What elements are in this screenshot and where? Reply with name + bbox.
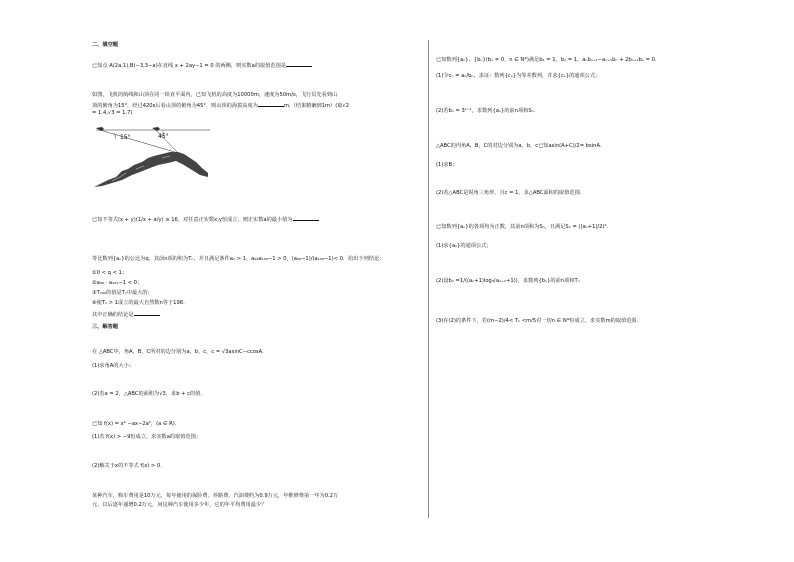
question-2-line-2 xyxy=(92,101,349,109)
question-10-text: 已知数列{aₙ}的各项均为正数，其前n项和为Sₙ，且满足Sₙ = ( xyxy=(436,224,581,230)
question-8: 已知数列{aₙ}，{bₙ}(bₙ ≠ 0，n ∈ N*)满足b₁ = 1，b₁ = 1，aₙbₙ₊₁−aₙ₊₁bₙ + 2bₙ₊₁bₙ = 0. xyxy=(436,57,657,63)
question-10-part-2 xyxy=(436,278,580,284)
question-2-line-3: = 1.4,√3 = 1.7) xyxy=(92,110,133,116)
angle-arc-15 xyxy=(114,133,116,139)
question-9 xyxy=(436,143,602,149)
question-10-part-3 xyxy=(436,318,638,324)
question-9-part-1: (1)求B； xyxy=(436,162,458,168)
question-4-text-tail: < 0．给出下列结论： xyxy=(333,256,385,262)
question-2-line-1: 如图，飞机的航线和山顶在同一铅直平面内，已知飞机的高度为10000m，速度为50m/s，飞行员先看到山 xyxy=(92,92,338,98)
question-8-part-1: (1)令cₙ = aₙ/bₙ，求证：数列{cₙ}为等差数列，并求{cₙ}的通项公式； xyxy=(436,73,601,79)
question-4-item-2: ②a₉₉ · a₁₀₁−1 < 0； xyxy=(92,280,143,286)
question-8-part-2: (2)若bₙ = 3ⁿ⁻¹，求数列{aₙ}的前n项和Sₙ． xyxy=(436,108,539,114)
fraction-1-x-a-y: 1/x + a/y xyxy=(137,217,162,223)
question-4-line-1 xyxy=(92,256,384,262)
section-title-fill-blank: 二、填空题 xyxy=(92,42,118,48)
question-3 xyxy=(92,215,319,223)
question-9-part-2: (2)若△ABC是锐角三角形，且c = 1，求△ABC面积的取值范围. xyxy=(436,190,582,196)
answer-blank xyxy=(258,101,284,107)
question-10-part-3-text-c: 对一切n ∈ N*恒成立，求实数m的取值范围. xyxy=(536,318,639,324)
question-10-text-tail: )². xyxy=(602,224,609,230)
question-4-conclusion xyxy=(92,310,160,318)
question-7-line-1: 某种汽车，购车费用是10万元，每年使用的保险费、养路费、汽油费约为0.9万元，年维修费第一年为0.2万 xyxy=(92,493,339,499)
question-3-text-b: ) ≥ 16，对任意正实数x,y恒成立，则正实数a的最小值为 xyxy=(161,217,293,223)
question-10-part-2-text-a: (2)设bₙ = xyxy=(436,278,460,284)
question-2-line-2-text: 顶的俯角为15°，经过420s后看山顶的俯角为45°，则山顶的海拔高度为 xyxy=(92,103,258,109)
question-10 xyxy=(436,224,608,230)
question-1 xyxy=(92,61,312,69)
question-7-line-2: 元，以后逐年递增0.2万元，问这种汽车使用多少年，它的年平均费用最少？ xyxy=(92,502,267,508)
question-3-text-a: 已知不等式(x + y)( xyxy=(92,217,138,223)
question-6-part-2: (2)解关于x的不等式 f(x) > 0． xyxy=(92,463,166,469)
question-5-part-1: (1)求角A的大小； xyxy=(92,363,135,369)
fraction-bn-definition: 1/((aₙ+1)log₃(aₙ₊₁+1)) xyxy=(459,278,518,284)
question-9-text: △ABC的内角A，B，C的对边分别为a，b，c已知asin xyxy=(436,143,560,149)
question-6-part-1: (1)若 f(x) > −9恒成立，求实数a的取值范围； xyxy=(92,434,202,440)
fraction-m-minus-2-over-4: (m−2)/4 xyxy=(487,318,509,324)
question-4-item-1: ①0 < q < 1； xyxy=(92,270,128,276)
question-10-part-2-text-b: ，求数列{bₙ}的前n项和Tₙ xyxy=(517,278,580,284)
fraction-a99-a100: (a₉₉−1)/(a₁₀₀−1) xyxy=(291,256,334,262)
answer-blank xyxy=(134,310,160,316)
question-10-part-3-text-a: (3)在(2)的条件下，若 xyxy=(436,318,488,324)
answer-blank xyxy=(286,61,312,67)
angle-label-15: 15° xyxy=(120,134,131,141)
mountain-shape xyxy=(94,152,208,187)
question-4-conclusion-text: 其中正确的结论是 xyxy=(92,312,134,318)
fraction-a-plus-c-over-2: (A+C)/2 xyxy=(559,143,580,149)
question-2-line-2-tail: m.（结果精确到1m）(取√2 xyxy=(283,103,350,109)
question-5-part-2: (2)若a = 2，△ABC的面积为√3，求b + c的值． xyxy=(92,391,206,397)
question-4-item-3: ③T₁₀₀的值是Tₙ中最大的； xyxy=(92,290,153,296)
question-5: 在 △ABC中，角A，B，C所对的边分别为a，b，c，c = √3asinC−ccosA． xyxy=(92,349,268,355)
question-4-text: 等比数列{aₙ}的公比为q，其前n项的积为Tₙ，并且满足条件a₁ > 1，a₉₉a₁₀₀−1 > 0， xyxy=(92,256,292,262)
mountain-figure xyxy=(92,125,212,189)
section-title-answers: 三、解答题 xyxy=(92,324,118,330)
fraction-m-over-5: m/5 xyxy=(526,318,537,324)
question-9-text-tail: = bsinA. xyxy=(579,143,602,149)
question-10-part-1: (1)求{aₙ}的通项公式； xyxy=(436,243,492,249)
question-1-text: 已知点 A(2a,1),B(−3,3−a)在直线 x + 2ay−1 = 0 的两侧，则实数a的取值范围是 xyxy=(92,63,286,69)
column-divider xyxy=(428,40,429,518)
question-4-item-4: ④使Tₙ > 1成立的最大自然数n等于198. xyxy=(92,300,185,306)
question-10-part-3-text-b: < Tₙ < xyxy=(508,318,527,324)
answer-blank xyxy=(293,215,319,221)
fraction-an-plus-1-over-2: (aₙ+1)/2 xyxy=(580,224,603,230)
plane-icon-1 xyxy=(96,127,104,131)
plane-icon-2 xyxy=(152,127,160,131)
question-6: 已知 f(x) = x² −ax−2a²，(a ∈ R)． xyxy=(92,421,180,427)
angle-label-45: 45° xyxy=(158,133,169,140)
